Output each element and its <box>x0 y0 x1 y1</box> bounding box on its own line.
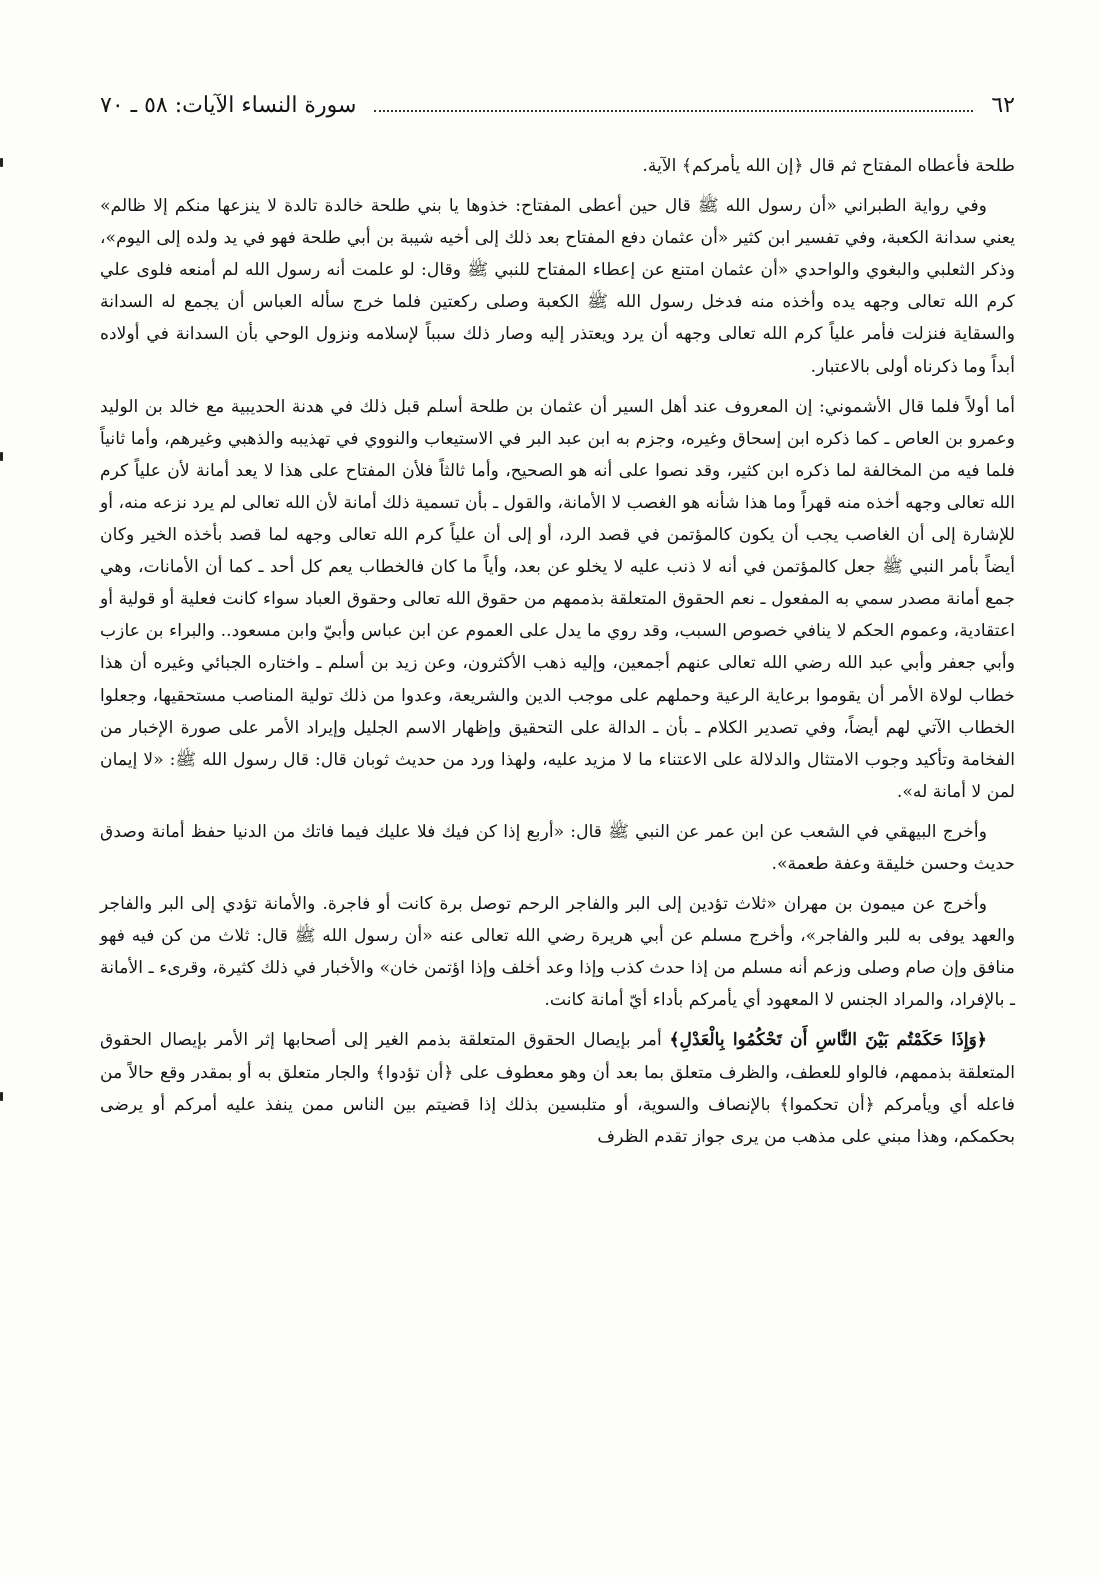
paragraph: أما أولاً فلما قال الأشموني: إن المعروف عند أهل السير أن عثمان بن طلحة أسلم قبل ذلك في هدنة الحديبية مع خالد بن الوليد وعمرو بن العاص ـ كما ذكره ابن إسحاق وغيره، وجزم به ابن عبد البر في الاستيعاب والنووي في تهذيبه والذهبي وغيرهم، وأما ثانياً فلما فيه من المخالفة لما ذكره ابن كثير، وقد نصوا على أنه هو الصحيح، وأما ثالثاً فلأن المفتاح على هذا لا يعد أمانة لأن علياً كرم الله تعالى وجهه أخذه منه قهراً وما هذا شأنه هو الغصب لا الأمانة، والقول ـ بأن تسمية ذلك أمانة لأن الله تعالى لم يرد نزعه منه، أو للإشارة إلى أن الغاصب يجب أن يكون كالمؤتمن في قصد الرد، أو إلى أن علياً كرم الله تعالى وجهه لما قصد بأخذه الخير وكان أيضاً بأمر النبي ﷺ جعل كالمؤتمن في أنه لا ذنب عليه لا يخلو عن بعد، وأياً ما كان فالخطاب يعم كل أحد ـ كما أن الأمانات، وهي جمع أمانة مصدر سمي به المفعول ـ نعم الحقوق المتعلقة بذممهم من حقوق الله تعالى وحقوق العباد سواء كانت فعلية أو قولية أو اعتقادية، وعموم الحكم لا ينافي خصوص السبب، وقد روي ما يدل على العموم عن ابن عباس وأبيّ وابن مسعود.. والبراء بن عازب وأبي جعفر وأبي عبد الله رضي الله تعالى عنهم أجمعين، وإليه ذهب الأكثرون، وعن زيد بن أسلم ـ واختاره الجبائي وغيره أن هذا خطاب لولاة الأمر أن يقوموا برعاية الرعية وحملهم على موجب الدين والشريعة، وعدوا من ذلك تولية المناصب مستحقيها، وجعلوا الخطاب الآتي لهم أيضاً، وفي تصدير الكلام ـ بأن ـ الدالة على التحقيق وإظهار الاسم الجليل وإيراد الأمر على صورة الإخبار من الفخامة وتأكيد وجوب الامتثال والدلالة على الاعتناء ما لا مزيد عليه، ولهذا ورد من حديث ثوبان قال: قال رسول الله ﷺ: «لا إيمان لمن لا أمانة له». <box>100 396 1016 802</box>
commentary-text: أمر بإيصال الحقوق المتعلقة بذمم الغير إلى أصحابها إثر الأمر بإيصال الحقوق المتعلقة بذممهم، فالواو للعطف، والظرف متعلق بما بعد أن وهو معطوف على ﴿أن تؤدوا﴾ والجار متعلق به أو بمقدر وقع حالاً من فاعله أي ويأمركم ﴿أن تحكموا﴾ بالإنصاف والسوية، أو متلبسين بذلك إذا قضيتم بين الناس ممن ينفذ عليه أمركم أو يرضى بحكمكم، وهذا مبني على مذهب من يرى جواز تقدم الظرف <box>100 1030 1015 1147</box>
paragraph: وأخرج عن ميمون بن مهران «ثلاث تؤدين إلى البر والفاجر الرحم توصل برة كانت أو فاجرة. والأمانة تؤدي إلى البر والفاجر والعهد يوفى به للبر والفاجر»، وأخرج مسلم عن أبي هريرة رضي الله تعالى عنه «أن رسول الله ﷺ قال: ثلاث من كن فيه فهو منافق وإن صام وصلى وزعم أنه مسلم من إذا حدث كذب وإذا وعد أخلف وإذا اؤتمن خان» والأخبار في ذلك كثيرة، وقرىء ـ الأمانة ـ بالإفراد، والمراد الجنس لا المعهود أي يأمركم بأداء أيّ أمانة كانت. <box>100 894 1015 1011</box>
body-text <box>100 150 1015 1161</box>
running-title: سورة النساء الآيات: ٥٨ ـ ٧٠ <box>100 92 357 118</box>
paragraph: طلحة فأعطاه المفتاح ثم قال ﴿إن الله يأمركم﴾ الآية. <box>642 156 1015 176</box>
paragraph: وأخرج البيهقي في الشعب عن ابن عمر عن النبي ﷺ قال: «أربع إذا كن فيك فلا عليك فيما فاتك من الدنيا حفظ أمانة وصدق حديث وحسن خليقة وعفة طعمة». <box>100 821 1015 874</box>
page-number: ٦٢ <box>991 92 1015 118</box>
running-header <box>100 88 1015 122</box>
scan-margin-mark <box>0 452 3 461</box>
scan-margin-mark <box>0 1092 3 1101</box>
paragraph: وفي رواية الطبراني «أن رسول الله ﷺ قال حين أعطى المفتاح: خذوها يا بني طلحة خالدة تالدة لا ينزعها منكم إلا ظالم» يعني سدانة الكعبة، وفي تفسير ابن كثير «أن عثمان دفع المفتاح بعد ذلك إلى أخيه شيبة بن أبي طلحة فهو في يد ولده إلى اليوم»، وذكر الثعلبي والبغوي والواحدي «أن عثمان امتنع عن إعطاء المفتاح للنبي ﷺ وقال: لو علمت أنه رسول الله لم أمنعه فلوى علي كرم الله تعالى وجهه يده وأخذه منه فدخل رسول الله ﷺ الكعبة وصلى ركعتين فلما خرج سأله العباس أن يجمع له السدانة والسقاية فنزلت فأمر علياً كرم الله تعالى وجهه أن يرد ويعتذر إليه وصار ذلك سبباً لإسلامه ونزول الوحي بأن السدانة في أولاده أبداً وما ذكرناه أولى بالاعتبار. <box>100 196 1015 377</box>
quran-verse: ﴿وَإِذَا حَكَمْتُم بَيْنَ النَّاسِ أَن تَحْكُمُوا بِالْعَدْلِ﴾ <box>669 1030 987 1051</box>
scan-margin-mark <box>0 158 3 167</box>
header-dotted-leader <box>374 110 973 112</box>
paragraph <box>100 1024 1015 1152</box>
